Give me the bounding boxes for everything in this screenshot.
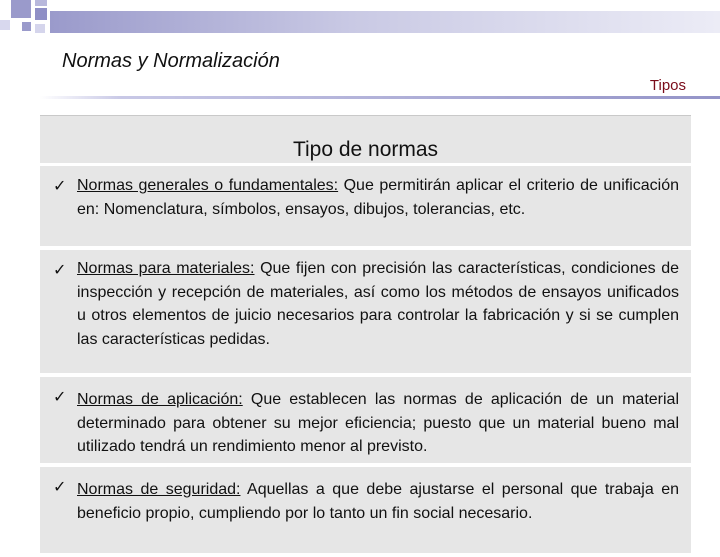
list-item-normas-materiales [40, 250, 691, 373]
item-term: Normas de aplicación: [77, 391, 243, 408]
decorative-square-tiny [22, 22, 31, 31]
decorative-square-light [0, 20, 10, 30]
list-item-normas-generales [40, 166, 691, 246]
list-item-normas-aplicacion [40, 377, 691, 463]
panel-title: Tipo de normas [292, 138, 439, 161]
header-bar [50, 11, 720, 33]
checkmark-icon: ✓ [53, 178, 67, 195]
decorative-square-medium [35, 8, 47, 20]
list-item-normas-seguridad [40, 467, 691, 553]
decorative-square-large [11, 0, 31, 18]
decorative-square-small [35, 0, 47, 6]
title-divider [40, 96, 720, 99]
page-title: Normas y Normalización [62, 50, 280, 72]
item-description: Que permitirán aplicar el criterio de unificación en: Nomenclatura, símbolos, ensayos, dibujos, tolerancias, etc. [77, 177, 680, 218]
panel-header [40, 115, 691, 163]
checkmark-icon: ✓ [53, 262, 67, 279]
item-description: Aquellas a que debe ajustarse el personal que trabaja en beneficio propio, cumpliendo por lo tanto un fin social necesario. [77, 481, 679, 522]
content-panel [40, 115, 691, 557]
item-term: Normas para materiales: [77, 260, 255, 277]
section-subtitle: Tipos [649, 77, 686, 94]
checkmark-icon: ✓ [53, 479, 67, 496]
item-term: Normas generales o fundamentales: [77, 177, 339, 194]
item-term: Normas de seguridad: [77, 481, 241, 498]
item-description: Que fijen con precisión las características, condiciones de inspección y recepción de materiales, así como los métodos de ensayos unificados u otros elementos de juicio necesarios para controlar la fabricación y si se cumplen las características pedidas. [77, 260, 680, 348]
decorative-square-pale [35, 24, 45, 33]
item-description: Que establecen las normas de aplicación de un material determinado para obtener su mejor eficiencia; puesto que un material bueno mal utilizado tendrá un rendimiento menor al previsto. [77, 391, 679, 455]
checkmark-icon: ✓ [53, 389, 67, 406]
